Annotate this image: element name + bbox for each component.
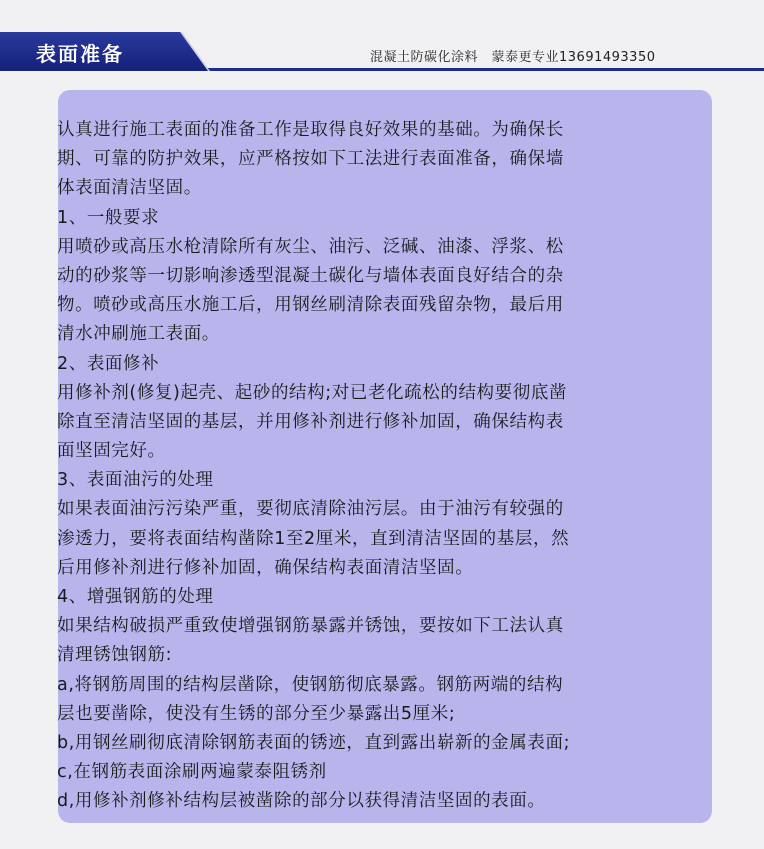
text-line: 物。喷砂或高压水施工后，用钢丝刷清除表面残留杂物，最后用: [57, 295, 564, 316]
text-line: 面坚固完好。: [57, 441, 166, 462]
text-line: 期、可靠的防护效果，应严格按如下工法进行表面准备，确保墙: [57, 149, 564, 170]
text-line: 渗透力，要将表面结构凿除1至2厘米，直到清洁坚固的基层，然: [57, 528, 570, 549]
text-line: c,在钢筋表面涂刷两遍蒙泰阻锈剂: [57, 762, 327, 783]
header-product-contact: 混凝土防碳化涂料 蒙泰更专业13691493350: [370, 50, 656, 65]
section-title: 表面准备: [36, 42, 124, 66]
text-line: d,用修补剂修补结构层被凿除的部分以获得清洁坚固的表面。: [57, 791, 546, 812]
content-text: [57, 116, 707, 817]
text-line: b,用钢丝刷彻底清除钢筋表面的锈迹，直到露出崭新的金属表面;: [57, 732, 571, 753]
section-heading-general: 1、一般要求: [57, 207, 160, 228]
section-heading-rebar: 4、增强钢筋的处理: [57, 587, 214, 607]
section-header: [0, 32, 764, 72]
text-line: a,将钢筋周围的结构层凿除，使钢筋彻底暴露。钢筋两端的结构: [57, 674, 564, 695]
text-line: 认真进行施工表面的准备工作是取得良好效果的基础。为确保长: [57, 120, 564, 140]
text-line: 用喷砂或高压水枪清除所有灰尘、油污、泛碱、油漆、浮浆、松: [57, 236, 564, 257]
text-line: 如果表面油污污染严重，要彻底清除油污层。由于油污有较强的: [57, 499, 564, 520]
text-line: 层也要凿除，使没有生锈的部分至少暴露出5厘米;: [57, 703, 456, 724]
text-line: 体表面清洁坚固。: [57, 178, 202, 199]
section-heading-oil: 3、表面油污的处理: [57, 470, 214, 491]
text-line: 后用修补剂进行修补加固，确保结构表面清洁坚固。: [57, 557, 474, 578]
text-line: 动的砂浆等一切影响渗透型混凝土碳化与墙体表面良好结合的杂: [57, 265, 564, 286]
section-heading-repair: 2、表面修补: [57, 353, 160, 374]
text-line: 除直至清洁坚固的基层，并用修补剂进行修补加固，确保结构表: [57, 411, 564, 432]
text-line: 如果结构破损严重致使增强钢筋暴露并锈蚀，要按如下工法认真: [57, 616, 564, 637]
text-line: 用修补剂(修复)起壳、起砂的结构;对已老化疏松的结构要彻底凿: [57, 382, 568, 403]
text-line: 清水冲刷施工表面。: [57, 324, 220, 345]
text-line: 清理锈蚀钢筋:: [57, 645, 173, 666]
